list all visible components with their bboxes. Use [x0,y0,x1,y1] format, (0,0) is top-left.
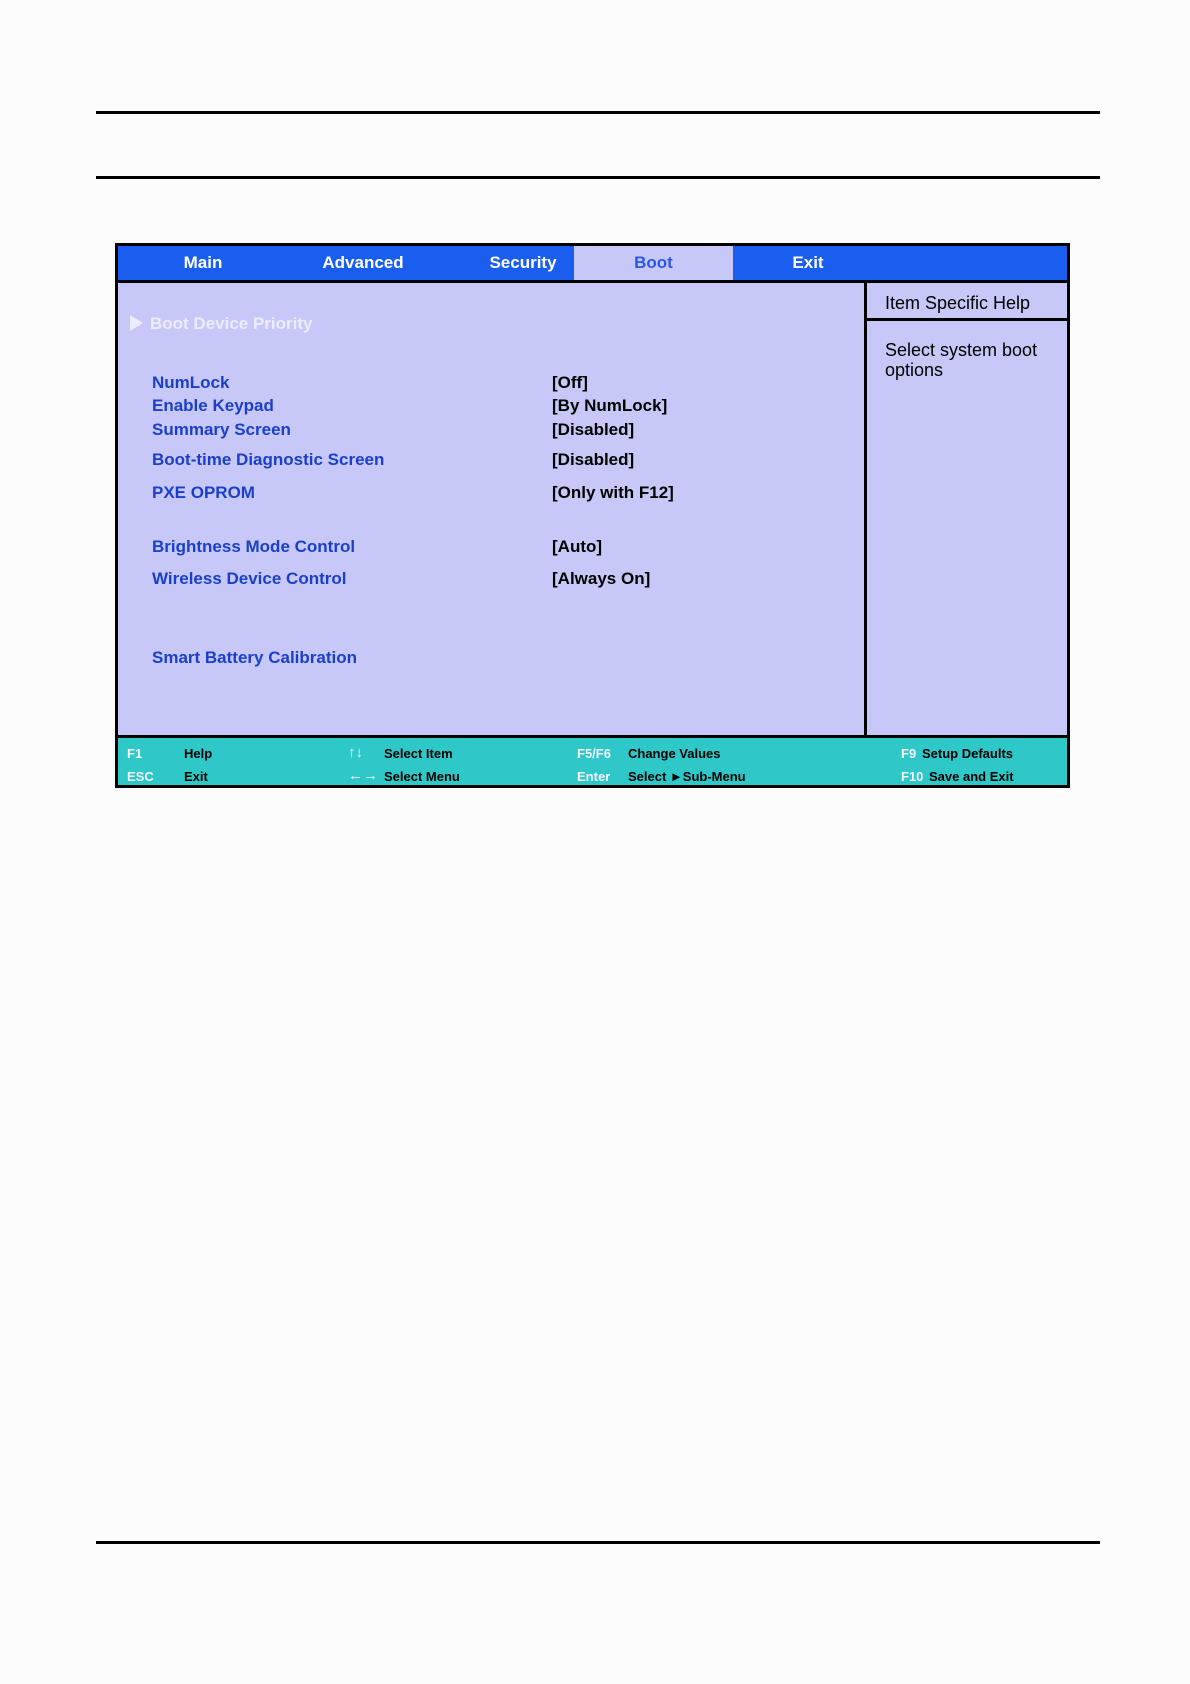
setting-value[interactable]: [By NumLock] [552,396,668,415]
key-f1: F1 [127,746,143,761]
up-down-arrows-icon: ↑↓ [348,744,363,761]
setting-summary-screen[interactable] [152,420,852,442]
setting-value[interactable]: [Only with F12] [552,483,674,502]
header-rule-top [96,111,1100,114]
setting-value[interactable]: [Off] [552,373,588,392]
status-bar [118,735,1067,785]
submenu-arrow-icon [130,315,143,331]
setting-label: PXE OPROM [152,483,255,502]
key-enter: Enter [577,769,611,784]
tab-advanced[interactable]: Advanced [322,253,404,272]
tab-security[interactable]: Security [489,253,557,272]
tab-boot[interactable]: Boot [574,246,733,280]
key-esc-exit: Exit [184,769,208,784]
setting-value[interactable]: [Disabled] [552,450,635,469]
submenu-boot-device-priority[interactable] [130,314,313,334]
key-f1-help: Help [184,746,213,761]
change-values-hint: Change Values [628,746,721,761]
key-esc: ESC [127,769,154,784]
left-right-arrows-icon: ←→ [348,767,378,784]
setting-boot-time-diagnostic-screen[interactable] [152,450,852,472]
setting-value[interactable]: [Auto] [552,537,603,556]
setting-pxe-oprom[interactable] [152,483,852,505]
setting-smart-battery-calibration[interactable] [152,648,852,670]
setting-label: NumLock [152,373,230,392]
setting-brightness-mode-control[interactable] [152,537,852,559]
select-item-hint: Select Item [384,746,453,761]
setting-label: Boot-time Diagnostic Screen [152,450,385,469]
setting-label: Wireless Device Control [152,569,347,588]
key-f10: F10 [901,769,924,784]
select-menu-hint: Select Menu [384,769,460,784]
key-f9: F9 [901,746,917,761]
save-and-exit-hint: Save and Exit [929,769,1014,784]
footer-rule [96,1541,1100,1544]
settings-panel [118,283,867,735]
submenu-label: Boot Device Priority [150,314,313,333]
help-panel [867,283,1067,735]
key-f5-f6: F5/F6 [577,746,611,761]
header-rule-bottom [96,176,1100,179]
setting-wireless-device-control[interactable] [152,569,852,591]
setting-value[interactable]: [Always On] [552,569,651,588]
setting-label: Summary Screen [152,420,291,439]
setting-label: Enable Keypad [152,396,274,415]
menu-bar [118,246,1067,283]
setting-label: Brightness Mode Control [152,537,356,556]
help-text: Select system boot options [885,340,1038,380]
setting-label: Smart Battery Calibration [152,648,357,667]
tab-exit[interactable]: Exit [792,253,824,272]
tab-main[interactable]: Main [183,253,223,272]
select-submenu-hint: Select ►Sub-Menu [628,769,746,784]
setting-enable-keypad[interactable] [152,396,852,418]
bios-setup-window [115,243,1070,788]
help-title: Item Specific Help [867,283,1067,321]
setting-numlock[interactable] [152,373,852,395]
setting-value[interactable]: [Disabled] [552,420,635,439]
setup-defaults-hint: Setup Defaults [922,746,1014,761]
